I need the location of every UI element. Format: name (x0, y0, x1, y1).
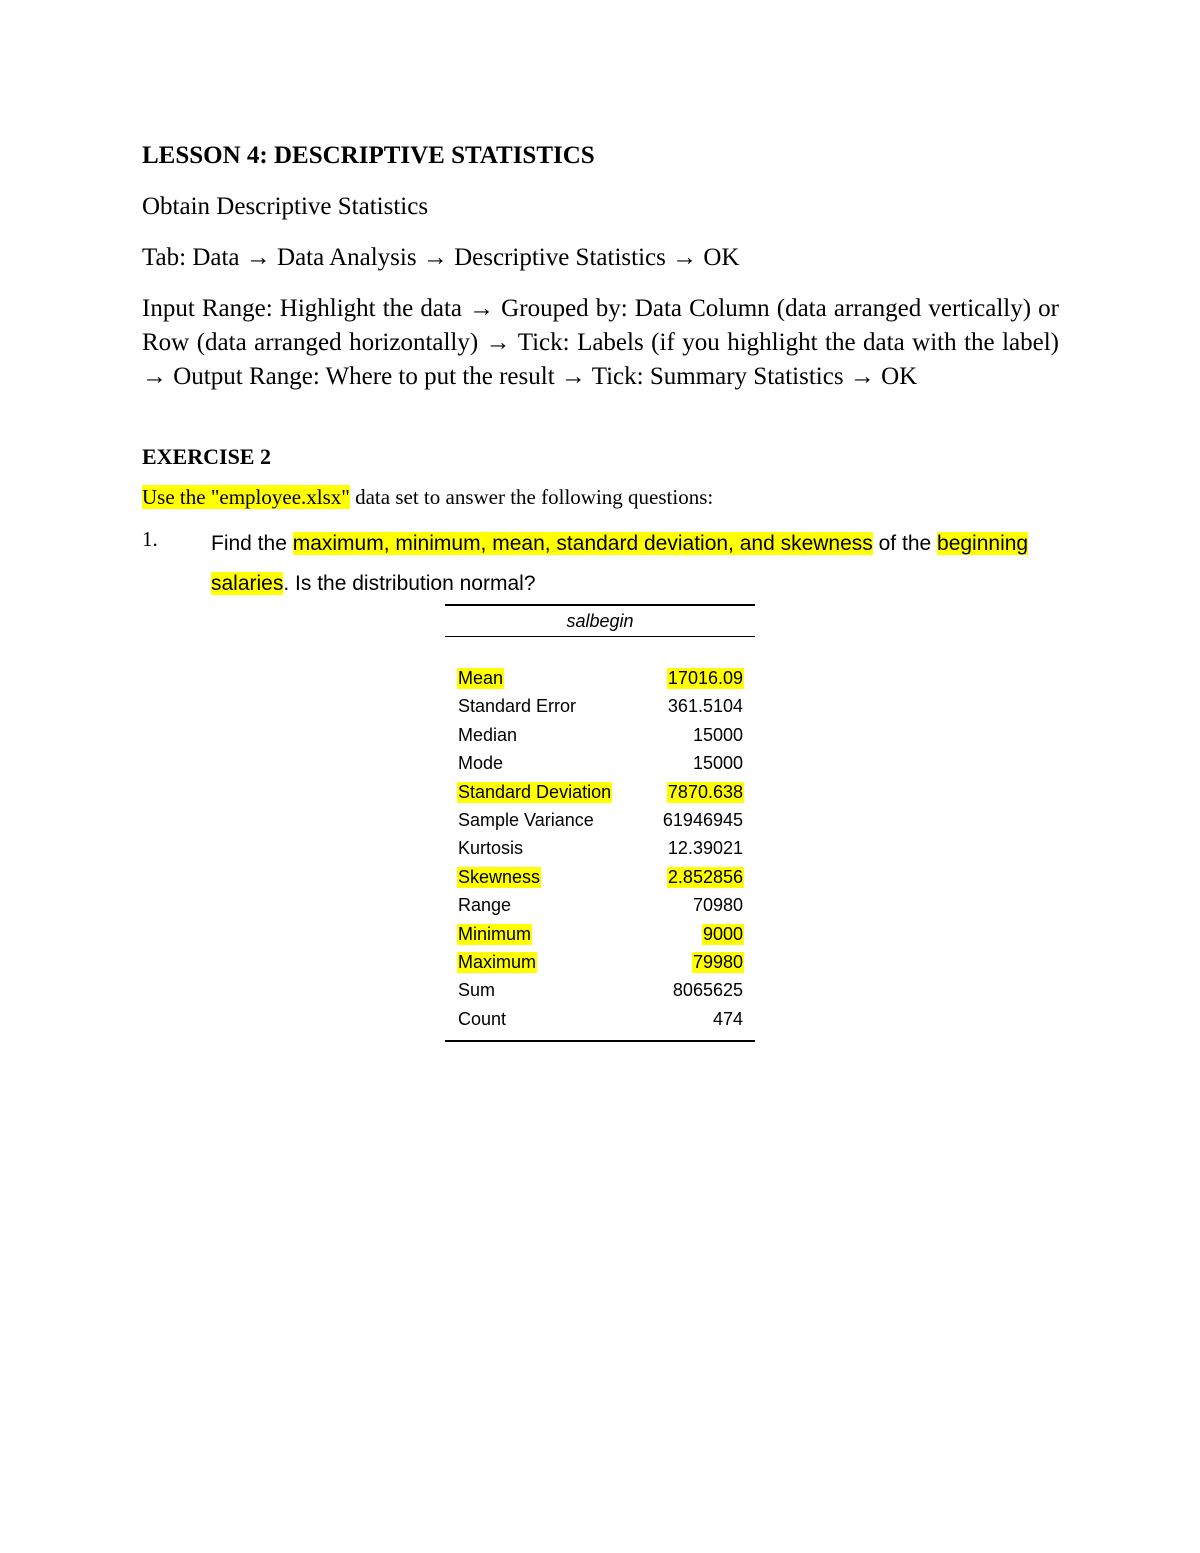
q1-highlight-beginning: beginning (937, 532, 1029, 555)
stat-label: Skewness (458, 866, 541, 887)
stat-value: 2.852856 (667, 866, 743, 887)
stat-label: Range (458, 895, 512, 916)
table-row (445, 892, 755, 920)
q1-part2: of the (872, 532, 938, 555)
stat-label: Sample Variance (458, 809, 594, 830)
stat-value: 15000 (692, 724, 743, 745)
stat-label: Standard Deviation (458, 781, 612, 802)
stat-value: 8065625 (672, 980, 743, 1001)
table-body (445, 665, 755, 1034)
stat-label: Median (458, 724, 518, 745)
descriptive-statistics-table (445, 604, 755, 1042)
stat-value: 15000 (692, 753, 743, 774)
intro-highlight: Use the "employee.xlsx" (142, 485, 350, 509)
stat-value: 474 (712, 1008, 743, 1029)
exercise-intro (142, 485, 713, 510)
table-row (445, 949, 755, 977)
exercise-heading: EXERCISE 2 (142, 444, 271, 469)
subtitle: Obtain Descriptive Statistics (142, 193, 429, 220)
stat-label: Mode (458, 753, 504, 774)
stat-value: 61946945 (662, 809, 743, 830)
input-range-instructions: Input Range: Highlight the data → Grouped by: Data Column (data arranged vertically) or Row (data arranged horizontally) → Tick: Labels (if you highlight the data with the label) → Output Range: Where to put the result → Tick: Summary Statistics → OK (142, 295, 1059, 390)
intro-rest: data set to answer the following questions: (349, 485, 714, 509)
q1-part3: . Is the distribution normal? (283, 572, 536, 595)
table-row (445, 864, 755, 892)
table-header: salbegin (445, 606, 755, 637)
table-row (445, 1006, 755, 1034)
q1-highlight-stats: maximum, minimum, mean, standard deviation, and skewness (292, 532, 873, 555)
table-spacer (445, 637, 755, 665)
table-row (445, 750, 755, 778)
stat-label: Count (458, 1008, 507, 1029)
tab-path-instruction: Tab: Data → Data Analysis → Descriptive Statistics → OK (142, 244, 740, 271)
q1-part1: Find the (211, 532, 293, 555)
q1-highlight-salaries: salaries (211, 572, 284, 595)
table-row (445, 722, 755, 750)
stat-value: 361.5104 (667, 696, 743, 717)
lesson-title: LESSON 4: DESCRIPTIVE STATISTICS (142, 142, 595, 169)
stat-label: Sum (458, 980, 496, 1001)
stat-label: Minimum (458, 923, 532, 944)
stat-value: 7870.638 (667, 781, 743, 802)
stat-label: Kurtosis (458, 838, 524, 859)
question-text (211, 524, 1051, 604)
table-row (445, 693, 755, 721)
table-row (445, 921, 755, 949)
question-number: 1. (142, 527, 158, 551)
table-row (445, 977, 755, 1005)
stat-value: 12.39021 (667, 838, 743, 859)
stat-label: Mean (458, 668, 504, 688)
stat-label: Standard Error (458, 696, 577, 717)
table-row (445, 779, 755, 807)
stat-value: 70980 (692, 895, 743, 916)
stat-label: Maximum (458, 951, 537, 972)
table-row (445, 665, 755, 693)
table-row (445, 807, 755, 835)
stat-value: 9000 (702, 923, 743, 944)
stat-value: 17016.09 (667, 668, 743, 688)
table-row (445, 835, 755, 863)
stat-value: 79980 (692, 951, 743, 972)
